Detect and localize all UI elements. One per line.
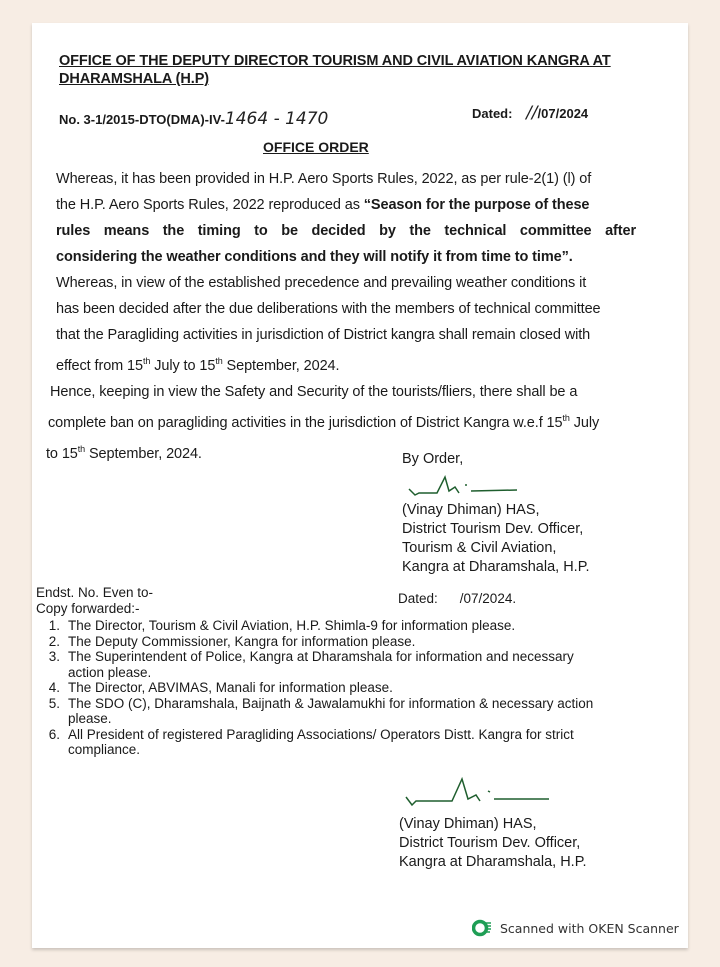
signatory-name: (Vinay Dhiman) HAS, (399, 816, 537, 832)
date-value: /07/2024 (537, 106, 589, 121)
quoted-rule-text: considering the weather conditions and they will notify it from time to time”. (56, 249, 573, 265)
signatory-location: Kangra at Dharamshala, H.P. (399, 854, 587, 870)
quoted-rule-text: “Season for the purpose of these (363, 197, 590, 213)
copy-forwarded-label: Copy forwarded:- (36, 601, 140, 616)
scanner-watermark (472, 919, 679, 937)
signatory-department: Tourism & Civil Aviation, (402, 540, 557, 556)
reference-number-handwritten: 1464 - 1470 (224, 109, 329, 129)
order-date (472, 103, 588, 123)
date-handwritten-day: // (526, 103, 538, 123)
scanner-watermark-text: Scanned with OKEN Scanner (500, 920, 679, 936)
endorsement-number: Endst. No. Even to- (36, 585, 154, 600)
copy-forwarded-list (40, 618, 640, 758)
list-item: 4. The Director, ABVIMAS, Manali for information please. (48, 680, 393, 695)
list-item: 3. The Superintendent of Police, Kangra at Dharamshala for information and necessary action please. (48, 649, 574, 680)
signature-icon (404, 775, 554, 809)
body-line: to 15th September, 2024. (46, 443, 202, 462)
scanned-document-page (32, 23, 688, 948)
body-line: the H.P. Aero Sports Rules, 2022 reproduced as “Season for the purpose of these (56, 197, 590, 213)
signatory-block-2 (399, 815, 587, 872)
body-line: complete ban on paragliding activities in the jurisdiction of District Kangra w.e.f 15th July (48, 412, 600, 431)
signatory-designation: District Tourism Dev. Officer, (399, 835, 581, 851)
list-item: 6. All President of registered Paragliding Associations/ Operators Distt. Kangra for strict compliance. (48, 726, 574, 757)
signatory-designation: District Tourism Dev. Officer, (402, 521, 584, 537)
reference-number (59, 109, 328, 129)
date-label: Dated: (472, 106, 513, 121)
body-line: Whereas, it has been provided in H.P. Aero Sports Rules, 2022, as per rule-2(1) (l) of (56, 171, 592, 187)
body-line: has been decided after the due deliberations with the members of technical committee (56, 301, 601, 317)
oken-scanner-logo-icon (472, 919, 492, 937)
quoted-rule-text: rules means the timing to be decided by the technical committee after (56, 223, 636, 239)
list-item: 2. The Deputy Commissioner, Kangra for information please. (48, 633, 416, 649)
document-title: OFFICE ORDER (263, 139, 369, 155)
body-line: effect from 15th July to 15th September, 2024. (56, 356, 340, 374)
office-header-line1: OFFICE OF THE DEPUTY DIRECTOR TOURISM AND CIVIL AVIATION KANGRA AT (59, 53, 611, 69)
signatory-block-1 (402, 501, 590, 577)
list-item: 5. The SDO (C), Dharamshala, Baijnath & Jawalamukhi for information & necessary action please. (48, 695, 594, 726)
body-line (56, 218, 636, 244)
list-item: 1. The Director, Tourism & Civil Aviation, H.P. Shimla-9 for information please. (48, 618, 516, 633)
body-line (56, 244, 636, 270)
reference-number-printed: No. 3-1/2015-DTO(DMA)-IV- (59, 112, 225, 127)
body-line: Whereas, in view of the established precedence and prevailing weather conditions it (56, 275, 587, 291)
endorsement-date: Dated: /07/2024. (398, 591, 517, 606)
body-line: Hence, keeping in view the Safety and Security of the tourists/fliers, there shall be a (50, 383, 578, 400)
signature-icon (407, 471, 527, 501)
office-header-line2: DHARAMSHALA (H.P) (59, 71, 209, 87)
order-body (46, 166, 636, 466)
signatory-location: Kangra at Dharamshala, H.P. (402, 559, 590, 575)
by-order-label: By Order, (402, 451, 464, 467)
signatory-name: (Vinay Dhiman) HAS, (402, 502, 540, 518)
body-line: that the Paragliding activities in jurisdiction of District kangra shall remain closed with (56, 327, 591, 343)
